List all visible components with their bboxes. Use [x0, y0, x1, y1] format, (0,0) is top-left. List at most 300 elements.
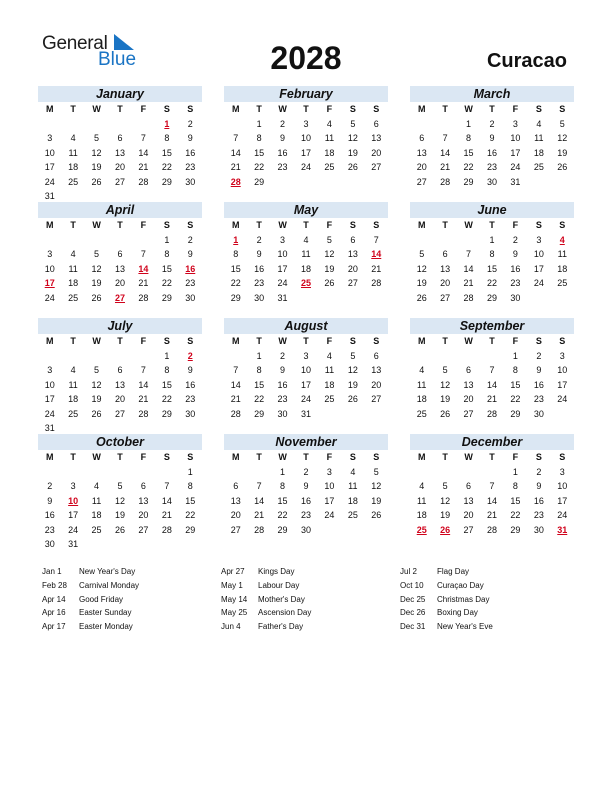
day-cell: 27: [416, 176, 427, 187]
day-cell: 24: [68, 524, 79, 535]
day-cell: 9: [187, 133, 193, 143]
day-cell: 16: [254, 263, 265, 274]
day-cell: 6: [466, 481, 472, 491]
day-cell: 12: [91, 379, 102, 390]
day-cell: 22: [254, 394, 265, 404]
day-cell: 20: [114, 394, 125, 404]
day-cell: 27: [138, 524, 149, 535]
page-header: [0, 0, 612, 80]
day-cell: 11: [324, 365, 335, 375]
day-cell: 3: [326, 466, 332, 477]
weekday-header: T: [442, 104, 448, 114]
weekday-header: S: [535, 220, 542, 230]
day-cell: 14: [138, 379, 149, 390]
weekday-header: T: [442, 452, 448, 462]
day-cell: 14: [138, 147, 149, 158]
day-cell: 26: [347, 394, 358, 404]
day-cell: 31: [300, 408, 311, 419]
day-cell: 19: [324, 263, 335, 274]
day-cell: 4: [536, 118, 542, 129]
weekday-header: T: [489, 220, 495, 230]
weekday-header: T: [256, 452, 262, 462]
month-grid: [224, 102, 388, 189]
day-cell: 18: [68, 278, 79, 288]
day-cell: 27: [440, 292, 451, 303]
day-cell: 29: [510, 524, 521, 535]
day-cell: 10: [277, 249, 288, 259]
weekday-header: W: [278, 220, 287, 230]
holiday-day-cell: 28: [230, 176, 241, 187]
day-cell: 28: [463, 292, 474, 303]
day-cell: 1: [489, 234, 495, 245]
day-cell: 25: [324, 162, 335, 172]
empty-day-cell: [85, 117, 108, 132]
day-cell: 29: [510, 408, 521, 419]
day-cell: 13: [371, 133, 382, 143]
day-cell: 9: [280, 365, 286, 375]
day-cell: 5: [350, 118, 356, 129]
holiday-date: Dec 31: [400, 622, 426, 632]
day-cell: 8: [187, 481, 193, 491]
day-cell: 31: [44, 423, 55, 433]
weekday-header: S: [349, 452, 356, 462]
day-cell: 6: [117, 365, 123, 375]
day-cell: 12: [324, 249, 335, 259]
month-grid: [410, 102, 574, 189]
weekday-header: S: [187, 336, 194, 346]
day-cell: 22: [254, 162, 265, 172]
day-cell: 4: [326, 350, 332, 361]
day-cell: 7: [140, 133, 146, 143]
month-grid: [410, 334, 574, 421]
empty-day-cell: [132, 233, 155, 248]
day-cell: 11: [68, 147, 78, 158]
month-july: [38, 318, 202, 436]
holiday-day-cell: 16: [185, 263, 196, 274]
empty-day-cell: [480, 465, 503, 480]
holiday-name: Christmas Day: [437, 594, 490, 604]
day-cell: 21: [138, 394, 149, 404]
month-may: [224, 202, 388, 305]
month-february: [224, 86, 388, 189]
day-cell: 2: [280, 350, 286, 361]
month-title: June: [410, 202, 574, 218]
day-cell: 9: [489, 133, 495, 143]
day-cell: 4: [419, 365, 425, 375]
day-cell: 23: [510, 278, 521, 288]
empty-day-cell: [85, 349, 108, 364]
holiday-date: Apr 17: [42, 622, 66, 632]
day-cell: 22: [510, 510, 521, 520]
day-cell: 23: [185, 162, 196, 172]
month-grid: [224, 218, 388, 305]
day-cell: 21: [138, 162, 149, 172]
day-cell: 18: [416, 510, 427, 520]
day-cell: 26: [347, 162, 358, 172]
empty-day-cell: [410, 233, 433, 248]
day-cell: 19: [440, 394, 451, 404]
empty-day-cell: [61, 465, 84, 480]
weekday-header: M: [231, 452, 240, 462]
day-cell: 2: [536, 466, 542, 477]
day-cell: 28: [486, 524, 497, 535]
holiday-item: [221, 606, 311, 620]
day-cell: 6: [140, 481, 146, 491]
weekday-header: F: [512, 104, 519, 114]
holiday-day-cell: 31: [557, 524, 568, 535]
holiday-column: [42, 565, 139, 634]
day-cell: 14: [486, 379, 497, 390]
month-october: [38, 434, 202, 552]
day-cell: 20: [463, 510, 474, 520]
day-cell: 29: [254, 408, 265, 419]
day-cell: 11: [417, 495, 427, 506]
holiday-name: Labour Day: [258, 580, 300, 590]
day-cell: 21: [486, 510, 497, 520]
weekday-header: T: [303, 336, 309, 346]
day-cell: 15: [277, 495, 288, 506]
empty-day-cell: [480, 349, 503, 364]
weekday-header: M: [45, 336, 54, 346]
weekday-header: W: [278, 452, 287, 462]
day-cell: 24: [44, 292, 55, 303]
month-title: August: [224, 318, 388, 334]
logo-general-text: General: [42, 33, 108, 54]
day-cell: 30: [254, 292, 265, 303]
day-cell: 10: [533, 249, 544, 259]
day-cell: 1: [256, 118, 262, 129]
day-cell: 3: [303, 118, 309, 129]
day-cell: 28: [230, 408, 241, 419]
day-cell: 16: [185, 147, 196, 158]
day-cell: 20: [371, 379, 382, 390]
empty-day-cell: [247, 465, 270, 480]
day-cell: 5: [419, 249, 425, 259]
day-cell: 23: [277, 162, 288, 172]
month-march: [410, 86, 574, 189]
day-cell: 6: [117, 249, 123, 259]
day-cell: 18: [533, 147, 544, 158]
holiday-day-cell: 25: [416, 524, 427, 535]
day-cell: 3: [47, 249, 53, 259]
holiday-name: Curaçao Day: [437, 580, 484, 590]
day-cell: 20: [138, 510, 149, 520]
holiday-item: [221, 620, 311, 634]
day-cell: 25: [68, 292, 79, 303]
day-cell: 6: [117, 133, 123, 143]
holiday-day-cell: 14: [138, 263, 149, 274]
day-cell: 7: [140, 365, 146, 375]
month-april: [38, 202, 202, 305]
month-grid: [38, 450, 202, 552]
month-title: July: [38, 318, 202, 334]
day-cell: 30: [533, 408, 544, 419]
day-cell: 5: [326, 234, 332, 245]
day-cell: 23: [254, 278, 265, 288]
day-cell: 22: [161, 162, 172, 172]
day-cell: 9: [303, 481, 309, 491]
day-cell: 18: [416, 394, 427, 404]
day-cell: 11: [324, 133, 335, 143]
day-cell: 8: [512, 481, 518, 491]
empty-day-cell: [61, 117, 84, 132]
weekday-header: F: [512, 220, 519, 230]
day-cell: 22: [277, 510, 288, 520]
day-cell: 19: [114, 510, 125, 520]
holiday-date: Dec 26: [400, 608, 426, 618]
day-cell: 1: [164, 234, 170, 245]
day-cell: 19: [557, 147, 568, 158]
weekday-header: T: [489, 452, 495, 462]
day-cell: 14: [161, 495, 172, 506]
weekday-header: M: [45, 452, 54, 462]
weekday-header: S: [163, 220, 170, 230]
day-cell: 3: [280, 234, 286, 245]
empty-day-cell: [224, 117, 247, 132]
month-grid: [224, 450, 388, 537]
weekday-header: S: [373, 452, 380, 462]
day-cell: 3: [559, 466, 565, 477]
day-cell: 25: [68, 176, 79, 187]
empty-day-cell: [433, 349, 456, 364]
empty-day-cell: [457, 349, 480, 364]
holiday-column: [400, 565, 493, 634]
day-cell: 9: [47, 495, 53, 506]
weekday-header: W: [464, 336, 473, 346]
holiday-date: May 1: [221, 580, 243, 590]
day-cell: 27: [230, 524, 241, 535]
weekday-header: W: [464, 452, 473, 462]
day-cell: 18: [324, 147, 335, 158]
day-cell: 10: [300, 133, 311, 143]
holiday-item: [400, 620, 493, 634]
holiday-name: Easter Sunday: [79, 608, 132, 618]
day-cell: 4: [303, 234, 309, 245]
holiday-day-cell: 1: [233, 234, 239, 245]
day-cell: 20: [230, 510, 241, 520]
empty-day-cell: [38, 465, 61, 480]
day-cell: 24: [557, 394, 568, 404]
day-cell: 19: [91, 394, 102, 404]
weekday-header: T: [70, 104, 76, 114]
day-cell: 15: [185, 495, 196, 506]
empty-day-cell: [132, 465, 155, 480]
day-cell: 22: [161, 394, 172, 404]
weekday-header: W: [92, 336, 101, 346]
day-cell: 6: [350, 234, 356, 245]
day-cell: 31: [510, 176, 521, 187]
weekday-header: F: [326, 104, 333, 114]
day-cell: 22: [161, 278, 172, 288]
day-cell: 2: [512, 234, 518, 245]
day-cell: 4: [70, 365, 76, 375]
weekday-header: T: [442, 336, 448, 346]
day-cell: 9: [187, 365, 193, 375]
day-cell: 5: [94, 249, 100, 259]
day-cell: 2: [187, 234, 193, 245]
day-cell: 1: [187, 466, 193, 477]
day-cell: 27: [114, 408, 125, 419]
weekday-header: S: [535, 336, 542, 346]
day-cell: 18: [68, 162, 79, 172]
holiday-name: Boxing Day: [437, 608, 478, 618]
day-cell: 17: [324, 495, 335, 506]
day-cell: 5: [117, 481, 123, 491]
day-cell: 21: [230, 162, 241, 172]
day-cell: 30: [185, 408, 196, 419]
day-cell: 14: [230, 147, 241, 158]
day-cell: 13: [416, 147, 427, 158]
holiday-item: [400, 593, 493, 607]
day-cell: 26: [324, 278, 335, 288]
weekday-header: T: [303, 452, 309, 462]
day-cell: 3: [559, 350, 565, 361]
day-cell: 30: [486, 176, 497, 187]
day-cell: 26: [371, 510, 382, 520]
day-cell: 4: [70, 249, 76, 259]
weekday-header: W: [92, 220, 101, 230]
day-cell: 23: [185, 278, 196, 288]
day-cell: 23: [533, 510, 544, 520]
day-cell: 27: [114, 176, 125, 187]
empty-day-cell: [410, 117, 433, 132]
holiday-day-cell: 2: [187, 350, 193, 361]
day-cell: 13: [347, 249, 358, 259]
empty-day-cell: [132, 117, 155, 132]
day-cell: 7: [466, 249, 472, 259]
empty-day-cell: [155, 465, 178, 480]
day-cell: 12: [557, 133, 568, 143]
empty-day-cell: [457, 465, 480, 480]
weekday-header: S: [559, 104, 566, 114]
day-cell: 22: [230, 278, 241, 288]
holiday-item: [400, 606, 493, 620]
holiday-date: Apr 14: [42, 594, 66, 604]
page-title-year: 2028: [270, 40, 342, 76]
weekday-header: S: [187, 220, 194, 230]
day-cell: 3: [70, 481, 76, 491]
day-cell: 19: [91, 162, 102, 172]
day-cell: 8: [280, 481, 286, 491]
day-cell: 19: [347, 147, 358, 158]
weekday-header: T: [303, 104, 309, 114]
holiday-day-cell: 10: [68, 495, 79, 506]
day-cell: 16: [533, 379, 544, 390]
day-cell: 13: [230, 495, 241, 506]
day-cell: 17: [44, 162, 55, 172]
empty-day-cell: [410, 349, 433, 364]
month-title: April: [38, 202, 202, 218]
day-cell: 6: [233, 481, 239, 491]
empty-day-cell: [457, 233, 480, 248]
day-cell: 29: [486, 292, 497, 303]
empty-day-cell: [85, 233, 108, 248]
day-cell: 6: [373, 350, 379, 361]
holiday-name: New Year's Eve: [437, 622, 493, 632]
day-cell: 31: [68, 539, 79, 549]
day-cell: 29: [254, 176, 265, 187]
day-cell: 1: [512, 350, 518, 361]
empty-day-cell: [410, 465, 433, 480]
day-cell: 13: [463, 379, 474, 390]
empty-day-cell: [108, 465, 131, 480]
day-cell: 15: [161, 379, 172, 390]
day-cell: 27: [463, 524, 474, 535]
weekday-header: T: [256, 336, 262, 346]
day-cell: 23: [300, 510, 311, 520]
weekday-header: M: [417, 336, 426, 346]
day-cell: 21: [161, 510, 172, 520]
day-cell: 23: [533, 394, 544, 404]
day-cell: 2: [303, 466, 309, 477]
day-cell: 16: [277, 147, 288, 158]
day-cell: 12: [347, 133, 358, 143]
holiday-date: Jul 2: [400, 567, 417, 576]
day-cell: 24: [533, 278, 544, 288]
day-cell: 5: [442, 481, 448, 491]
day-cell: 29: [277, 524, 288, 535]
day-cell: 12: [440, 379, 451, 390]
weekday-header: S: [373, 104, 380, 114]
day-cell: 21: [371, 263, 382, 274]
day-cell: 3: [536, 234, 542, 245]
day-cell: 23: [277, 394, 288, 404]
day-cell: 11: [557, 249, 567, 259]
day-cell: 9: [187, 249, 193, 259]
month-grid: [224, 334, 388, 421]
weekday-header: T: [117, 452, 123, 462]
day-cell: 11: [534, 133, 544, 143]
day-cell: 25: [347, 510, 358, 520]
day-cell: 11: [417, 379, 427, 390]
day-cell: 18: [347, 495, 358, 506]
day-cell: 12: [416, 263, 427, 274]
day-cell: 16: [277, 379, 288, 390]
day-cell: 26: [91, 292, 102, 303]
holiday-name: New Year's Day: [79, 567, 136, 576]
weekday-header: S: [163, 336, 170, 346]
day-cell: 8: [233, 249, 239, 259]
day-cell: 7: [233, 365, 239, 375]
day-cell: 11: [91, 495, 102, 506]
day-cell: 24: [510, 162, 521, 172]
day-cell: 17: [300, 379, 311, 390]
month-september: [410, 318, 574, 421]
day-cell: 15: [161, 263, 172, 274]
day-cell: 19: [347, 379, 358, 390]
day-cell: 9: [536, 481, 542, 491]
day-cell: 20: [440, 278, 451, 288]
day-cell: 17: [557, 379, 568, 390]
holiday-name: Father's Day: [258, 622, 304, 632]
day-cell: 3: [47, 365, 53, 375]
day-cell: 17: [277, 263, 288, 274]
day-cell: 5: [350, 350, 356, 361]
weekday-header: T: [256, 220, 262, 230]
day-cell: 8: [256, 133, 262, 143]
day-cell: 30: [185, 292, 196, 303]
day-cell: 27: [371, 394, 382, 404]
day-cell: 29: [463, 176, 474, 187]
day-cell: 26: [114, 524, 125, 535]
day-cell: 6: [419, 133, 425, 143]
day-cell: 27: [347, 278, 358, 288]
country-name: Curacao: [486, 50, 567, 72]
weekday-header: S: [373, 220, 380, 230]
month-december: [410, 434, 574, 537]
day-cell: 16: [44, 510, 55, 520]
day-cell: 12: [371, 481, 382, 491]
